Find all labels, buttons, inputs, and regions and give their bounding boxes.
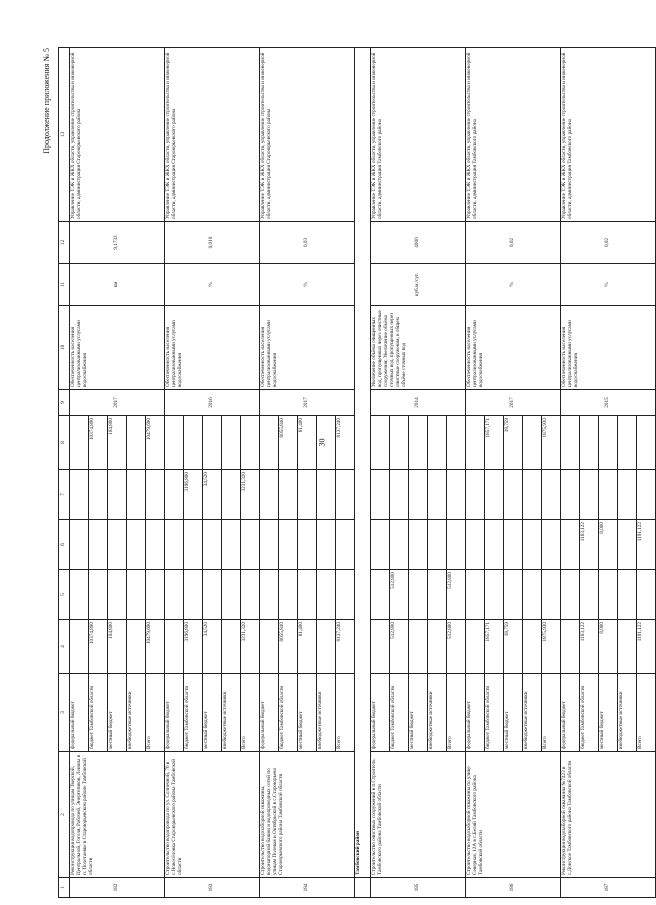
amount-cell [485, 520, 504, 570]
unit-cell: куб.м./сут. [371, 264, 466, 306]
amount-cell [409, 520, 428, 570]
document-sheet [42, 48, 643, 898]
responsible-org: Управление ТЭК и ЖКХ области, управление строительства и инженерной области, администрация Староюрьевского района [70, 48, 165, 222]
amount-cell [542, 520, 561, 570]
amount-cell [317, 620, 336, 674]
funding-source: федеральный бюджет [260, 674, 279, 752]
amount-cell [70, 416, 89, 470]
funding-source: федеральный бюджет [70, 674, 89, 752]
project-number: 186 [466, 878, 561, 898]
amount-cell [618, 620, 637, 674]
amount-cell [523, 416, 542, 470]
column-number: 11 [59, 264, 70, 306]
project-number: 185 [371, 878, 466, 898]
funding-source: бюджет Тамбовской области [279, 674, 298, 752]
district-row [355, 48, 371, 898]
amount-cell [428, 620, 447, 674]
table-row [70, 48, 89, 898]
amount-cell [89, 570, 108, 620]
amount-cell [260, 520, 279, 570]
amount-cell: 81,400 [298, 620, 317, 674]
amount-cell [523, 570, 542, 620]
funding-source: Всего [542, 674, 561, 752]
funding-source: федеральный бюджет [561, 674, 580, 752]
amount-cell [241, 416, 260, 470]
value-cell: 0,010 [165, 222, 260, 264]
amount-cell: 8055,840 [279, 416, 298, 470]
table-body [70, 48, 656, 898]
amount-cell [371, 570, 390, 620]
funding-source: внебюджетные источники [428, 674, 447, 752]
funding-source: Всего [146, 674, 165, 752]
amount-cell [504, 520, 523, 570]
amount-cell [428, 416, 447, 470]
funding-source: местный бюджет [298, 674, 317, 752]
amount-cell [542, 570, 561, 620]
value-cell: 0,03 [260, 222, 355, 264]
amount-cell [371, 416, 390, 470]
amount-cell [184, 570, 203, 620]
column-number: 13 [59, 48, 70, 222]
funding-source: внебюджетные источники [127, 674, 146, 752]
amount-cell: 1191,122 [637, 620, 656, 674]
amount-cell [561, 470, 580, 520]
amount-cell [409, 416, 428, 470]
amount-cell: 8,000 [599, 620, 618, 674]
amount-cell [409, 570, 428, 620]
amount-cell [127, 570, 146, 620]
column-number: 6 [59, 520, 70, 570]
amount-cell: 34,520 [203, 470, 222, 520]
amount-cell [371, 520, 390, 570]
amount-cell: 1857,171 [485, 416, 504, 470]
district-name: Тамбовский район [355, 48, 371, 878]
amount-cell [203, 520, 222, 570]
amount-cell: 512,800 [390, 570, 409, 620]
amount-cell: 104,800 [108, 620, 127, 674]
column-number: 1 [59, 878, 70, 898]
amount-cell [260, 620, 279, 674]
column-number: 9 [59, 390, 70, 416]
amount-cell: 1191,122 [637, 520, 656, 570]
amount-cell: 10479,690 [146, 620, 165, 674]
amount-cell [89, 470, 108, 520]
appendix-caption: Продолжение приложения № 5 [42, 48, 51, 154]
amount-cell [428, 570, 447, 620]
amount-cell [561, 416, 580, 470]
funding-source: федеральный бюджет [371, 674, 390, 752]
amount-cell [561, 620, 580, 674]
amount-cell [108, 470, 127, 520]
column-number: 10 [59, 306, 70, 390]
project-name: Строительство водозаборной скважины, водонапорной башни и водопроводных сетей по улицам Полевая и Октябрьской в с.Староюрьево Староюрьевского района Тамбовской области [260, 752, 355, 878]
funding-source: бюджет Тамбовской области [485, 674, 504, 752]
table-row [466, 48, 485, 898]
indicator-cell: Обеспеченность населения централизованными услугами водоснабжения [165, 306, 260, 390]
funding-source: Всего [336, 674, 355, 752]
funding-source: внебюджетные источники [222, 674, 241, 752]
column-number: 2 [59, 752, 70, 878]
year-cell: 2017 [70, 390, 165, 416]
amount-cell [428, 520, 447, 570]
program-table [58, 47, 656, 898]
amount-cell [298, 470, 317, 520]
amount-cell [336, 470, 355, 520]
project-name: Реконструкция водопровода по улицам Тверской, Центральной, Гоголя, Рабочей, Энергетиков, Ленина в п. Полетаевке в Староюрьевском районе Тамбовской области [70, 752, 165, 878]
column-number: 4 [59, 620, 70, 674]
amount-cell [542, 470, 561, 520]
amount-cell [618, 570, 637, 620]
amount-cell [599, 470, 618, 520]
amount-cell [165, 470, 184, 520]
funding-source: Всего [447, 674, 466, 752]
amount-cell [279, 520, 298, 570]
column-number-row [59, 48, 70, 898]
amount-cell [504, 470, 523, 520]
amount-cell [222, 570, 241, 620]
amount-cell [203, 416, 222, 470]
amount-cell [561, 520, 580, 570]
amount-cell [70, 620, 89, 674]
column-number: 7 [59, 470, 70, 520]
amount-cell [317, 416, 336, 470]
unit-cell: % [165, 264, 260, 306]
amount-cell: 512,800 [390, 620, 409, 674]
amount-cell [146, 520, 165, 570]
amount-cell: 3196,800 [184, 470, 203, 520]
amount-cell [466, 570, 485, 620]
amount-cell [260, 570, 279, 620]
amount-cell [618, 520, 637, 570]
amount-cell [504, 570, 523, 620]
amount-cell: 3231,320 [241, 470, 260, 520]
amount-cell [580, 470, 599, 520]
amount-cell [203, 570, 222, 620]
amount-cell [127, 520, 146, 570]
amount-cell [523, 470, 542, 520]
funding-source: внебюджетные источники [317, 674, 336, 752]
amount-cell: 18,759 [504, 620, 523, 674]
funding-source: местный бюджет [409, 674, 428, 752]
amount-cell [317, 570, 336, 620]
indicator-cell: Увеличение объёма очищенных вод, пропущенных через очистные сооружения; Увеличение объёма сточных вод, пропущенных через очистные сооружения, в общем объёме сточных вод [371, 306, 466, 390]
amount-cell [108, 520, 127, 570]
amount-cell [447, 520, 466, 570]
unit-cell: % [561, 264, 656, 306]
year-cell: 2015 [561, 390, 656, 416]
responsible-org: Управление ТЭК и ЖКХ области, управление строительства и инженерной области, администрация Тамбовского района [561, 48, 656, 222]
indicator-cell: Обеспеченность населения централизованными услугами водоснабжения [70, 306, 165, 390]
amount-cell: 8137,240 [336, 416, 355, 470]
amount-cell [222, 470, 241, 520]
amount-cell [165, 620, 184, 674]
amount-cell [447, 470, 466, 520]
amount-cell [336, 570, 355, 620]
amount-cell [127, 620, 146, 674]
amount-cell [146, 570, 165, 620]
funding-source: федеральный бюджет [165, 674, 184, 752]
table-row [561, 48, 580, 898]
amount-cell [637, 470, 656, 520]
amount-cell [336, 520, 355, 570]
amount-cell [222, 520, 241, 570]
project-name: Строительство водозаборной скважины по улице Северная, 12А в с.Беляй Тамбовского района Тамбовской области [466, 752, 561, 878]
amount-cell [260, 416, 279, 470]
amount-cell: 10374,890 [89, 416, 108, 470]
project-name: Реконструкция водозаборной скважины №7423 в с.Донское Тамбовского района Тамбовской области [561, 752, 656, 878]
project-name: Строительство очистных сооружений в п.Строитель Тамбовского района Тамбовской области [371, 752, 466, 878]
indicator-cell: Обеспеченность населения централизованными услугами водоснабжения [561, 306, 656, 390]
amount-cell [523, 520, 542, 570]
empty-cell [355, 878, 371, 898]
amount-cell [298, 520, 317, 570]
value-cell: 0,02 [466, 222, 561, 264]
amount-cell [127, 470, 146, 520]
table-row [371, 48, 390, 898]
project-number: 184 [260, 878, 355, 898]
amount-cell [371, 620, 390, 674]
amount-cell [371, 470, 390, 520]
column-number: 3 [59, 674, 70, 752]
amount-cell [580, 416, 599, 470]
year-cell: 2017 [466, 390, 561, 416]
amount-cell [485, 570, 504, 620]
amount-cell [618, 416, 637, 470]
amount-cell [409, 620, 428, 674]
amount-cell [184, 520, 203, 570]
amount-cell [637, 570, 656, 620]
table-row [165, 48, 184, 898]
amount-cell [165, 520, 184, 570]
indicator-cell: Обеспеченность населения централизованными услугами водоснабжения [466, 306, 561, 390]
amount-cell: 10479,690 [146, 416, 165, 470]
column-number: 8 [59, 416, 70, 470]
amount-cell [108, 570, 127, 620]
year-cell: 2014 [371, 390, 466, 416]
amount-cell [637, 416, 656, 470]
amount-cell [466, 470, 485, 520]
amount-cell: 81,400 [298, 416, 317, 470]
amount-cell: 3231,320 [241, 620, 260, 674]
year-cell: 2016 [165, 390, 260, 416]
amount-cell [390, 470, 409, 520]
amount-cell [485, 470, 504, 520]
amount-cell [618, 470, 637, 520]
amount-cell [466, 416, 485, 470]
project-name: Строительство водопровода по ул. Солнечной, 76 в с.Новосёловка Староюрьевского района Тамбовской области [165, 752, 260, 878]
funding-source: внебюджетные источники [618, 674, 637, 752]
amount-cell [241, 570, 260, 620]
amount-cell [165, 570, 184, 620]
amount-cell: 8137,240 [336, 620, 355, 674]
amount-cell [241, 520, 260, 570]
amount-cell [222, 416, 241, 470]
unit-cell: % [260, 264, 355, 306]
amount-cell [409, 470, 428, 520]
amount-cell [184, 416, 203, 470]
amount-cell: 512,800 [447, 570, 466, 620]
amount-cell [70, 520, 89, 570]
value-cell: 9,1733 [70, 222, 165, 264]
funding-source: местный бюджет [203, 674, 222, 752]
responsible-org: Управление ТЭК и ЖКХ области, управление строительства и инженерной области, администрация Тамбовского района [371, 48, 466, 222]
amount-cell [146, 470, 165, 520]
amount-cell [317, 470, 336, 520]
indicator-cell: Обеспеченность населения централизованными услугами водоснабжения [260, 306, 355, 390]
funding-source: местный бюджет [108, 674, 127, 752]
amount-cell [89, 520, 108, 570]
amount-cell [317, 520, 336, 570]
unit-cell: % [466, 264, 561, 306]
value-cell: 0,02 [561, 222, 656, 264]
amount-cell [127, 416, 146, 470]
funding-source: федеральный бюджет [466, 674, 485, 752]
amount-cell [222, 620, 241, 674]
unit-cell: км [70, 264, 165, 306]
funding-source: бюджет Тамбовской области [390, 674, 409, 752]
funding-source: Всего [637, 674, 656, 752]
funding-source: бюджет Тамбовской области [89, 674, 108, 752]
project-number: 187 [561, 878, 656, 898]
amount-cell [390, 416, 409, 470]
amount-cell [260, 470, 279, 520]
amount-cell [390, 520, 409, 570]
amount-cell: 34,520 [203, 620, 222, 674]
funding-source: бюджет Тамбовской области [184, 674, 203, 752]
responsible-org: Управление ТЭК и ЖКХ области, управление строительства и инженерной области, администрация Староюрьевского района [260, 48, 355, 222]
amount-cell: 8,000 [599, 520, 618, 570]
amount-cell: 8055,840 [279, 620, 298, 674]
amount-cell [279, 570, 298, 620]
amount-cell [466, 520, 485, 570]
amount-cell: 104,800 [108, 416, 127, 470]
amount-cell: 1857,171 [485, 620, 504, 674]
responsible-org: Управление ТЭК и ЖКХ области, управление строительства и инженерной области, администрация Староюрьевского района [165, 48, 260, 222]
amount-cell [580, 570, 599, 620]
column-number: 5 [59, 570, 70, 620]
amount-cell [523, 620, 542, 674]
amount-cell: 1183,122 [580, 520, 599, 570]
amount-cell [599, 570, 618, 620]
amount-cell: 18,759 [504, 416, 523, 470]
amount-cell [298, 570, 317, 620]
value-cell: 4000 [371, 222, 466, 264]
amount-cell: 1875,930 [542, 620, 561, 674]
amount-cell: 1875,930 [542, 416, 561, 470]
amount-cell [466, 620, 485, 674]
amount-cell: 1183,122 [580, 620, 599, 674]
project-number: 182 [70, 878, 165, 898]
amount-cell [428, 470, 447, 520]
amount-cell: 10374,890 [89, 620, 108, 674]
funding-source: внебюджетные источники [523, 674, 542, 752]
funding-source: Всего [241, 674, 260, 752]
page-number: 30 [317, 438, 327, 447]
table-row [260, 48, 279, 898]
column-number: 12 [59, 222, 70, 264]
amount-cell: 3196,800 [184, 620, 203, 674]
amount-cell [70, 470, 89, 520]
amount-cell [279, 470, 298, 520]
project-number: 183 [165, 878, 260, 898]
responsible-org: Управление ТЭК и ЖКХ области, управление строительства и инженерной области, администрация Тамбовского района [466, 48, 561, 222]
year-cell: 2017 [260, 390, 355, 416]
amount-cell [165, 416, 184, 470]
amount-cell [599, 416, 618, 470]
funding-source: бюджет Тамбовской области [580, 674, 599, 752]
amount-cell [561, 570, 580, 620]
funding-source: местный бюджет [504, 674, 523, 752]
amount-cell: 512,800 [447, 620, 466, 674]
amount-cell [447, 416, 466, 470]
amount-cell [70, 570, 89, 620]
funding-source: местный бюджет [599, 674, 618, 752]
